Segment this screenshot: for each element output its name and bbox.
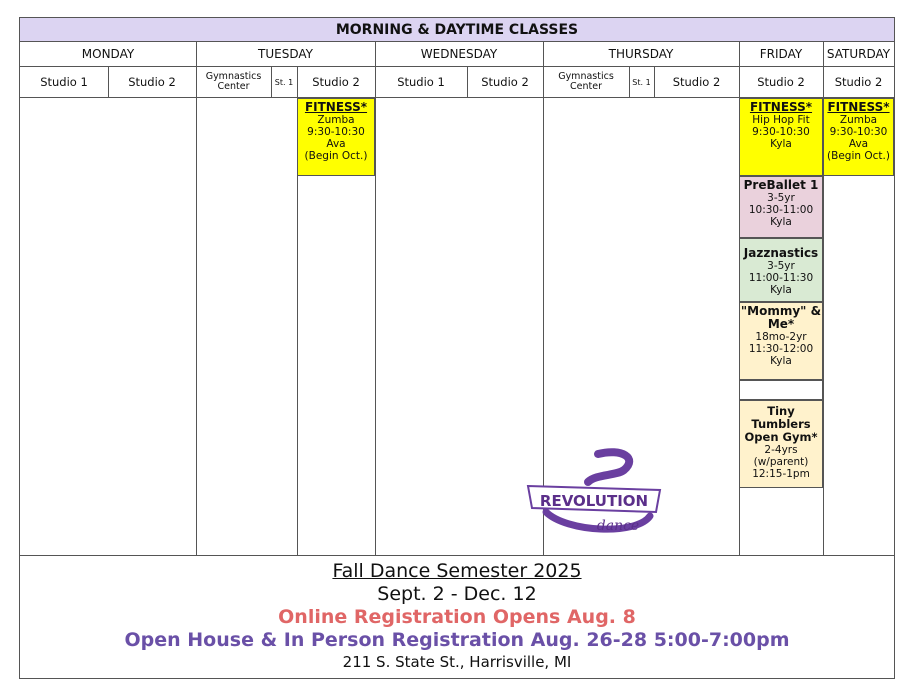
day-saturday: SATURDAY: [823, 42, 894, 67]
class-line: 3-5yr: [767, 192, 795, 204]
class-jazznastics: [739, 238, 823, 302]
class-line: 10:30-11:00: [748, 204, 814, 216]
class-line: Kyla: [770, 284, 792, 296]
day-monday: MONDAY: [20, 42, 196, 67]
class-sat-fitness: [823, 98, 894, 176]
logo-word-1: REVOLUTION: [539, 492, 649, 510]
class-line: 11:00-11:30: [748, 272, 814, 284]
empty-slot: [739, 380, 823, 400]
semester-title: Fall Dance Semester 2025: [332, 560, 582, 582]
class-line: Ava: [326, 138, 346, 150]
class-line: 9:30-10:30: [307, 126, 365, 138]
day-friday: FRIDAY: [739, 42, 823, 67]
class-title: "Mommy" & Me*: [740, 304, 822, 331]
online-registration: Online Registration Opens Aug. 8: [278, 606, 636, 628]
class-mommy-and-me: [739, 302, 823, 380]
class-line: Hip Hop Fit: [752, 114, 810, 126]
address: 211 S. State St., Harrisville, MI: [342, 653, 572, 671]
class-line: 11:30-12:00: [748, 343, 814, 355]
open-house: Open House & In Person Registration Aug. 26-28 5:00-7:00pm: [124, 629, 790, 651]
studio-wed-2: Studio 2: [467, 67, 543, 98]
studio-mon-2: Studio 2: [108, 67, 196, 98]
class-line: 9:30-10:30: [752, 126, 810, 138]
class-preballet: [739, 176, 823, 238]
studio-tue-gym: Gymnastics Center: [196, 67, 271, 98]
day-wednesday: WEDNESDAY: [375, 42, 543, 67]
semester-footer: [20, 555, 894, 679]
studio-thu-st1: St. 1: [629, 67, 654, 98]
studio-tue-2: Studio 2: [297, 67, 375, 98]
class-title: PreBallet 1: [743, 178, 819, 192]
grid-line: [654, 67, 655, 98]
class-line: Zumba: [839, 114, 878, 126]
semester-dates: Sept. 2 - Dec. 12: [377, 583, 537, 605]
studio-sat-2: Studio 2: [823, 67, 894, 98]
class-title: FITNESS*: [749, 100, 813, 114]
studio-thu-2: Studio 2: [654, 67, 739, 98]
class-fri-fitness: [739, 98, 823, 176]
class-tiny-tumblers: [739, 400, 823, 488]
grid-line: [375, 42, 376, 555]
class-line: 2-4yrs: [764, 444, 798, 456]
class-line: 3-5yr: [767, 260, 795, 272]
studio-fri-2: Studio 2: [739, 67, 823, 98]
class-title: Tiny Tumblers Open Gym*: [744, 404, 818, 444]
grid-line: [196, 42, 197, 555]
schedule-title: MORNING & DAYTIME CLASSES: [20, 18, 894, 42]
day-thursday: THURSDAY: [543, 42, 739, 67]
logo-word-2: dance: [596, 518, 640, 534]
class-line: (Begin Oct.): [304, 150, 368, 162]
class-line: Kyla: [770, 216, 792, 228]
grid-line: [629, 67, 630, 98]
class-line: (Begin Oct.): [827, 150, 890, 162]
studio-mon-1: Studio 1: [20, 67, 108, 98]
grid-line: [108, 67, 109, 98]
day-tuesday: TUESDAY: [196, 42, 375, 67]
class-line: Zumba: [317, 114, 355, 126]
class-line: 9:30-10:30: [829, 126, 888, 138]
class-line: Kyla: [770, 138, 792, 150]
class-title: FITNESS*: [304, 100, 368, 114]
studio-wed-1: Studio 1: [375, 67, 467, 98]
studio-thu-gym: Gymnastics Center: [543, 67, 629, 98]
class-line: Ava: [848, 138, 869, 150]
class-schedule: [19, 17, 895, 679]
studio-tue-st1: St. 1: [271, 67, 297, 98]
class-line: (w/parent): [753, 456, 809, 468]
class-line: Kyla: [770, 355, 792, 367]
class-title: Jazznastics: [743, 246, 819, 260]
revolution-dance-logo: [526, 446, 666, 536]
grid-line: [271, 67, 272, 98]
class-line: 12:15-1pm: [752, 468, 810, 480]
class-line: 18mo-2yr: [755, 331, 807, 343]
class-title: FITNESS*: [827, 100, 890, 114]
class-tue-fitness: [297, 98, 375, 176]
grid-line: [467, 67, 468, 98]
